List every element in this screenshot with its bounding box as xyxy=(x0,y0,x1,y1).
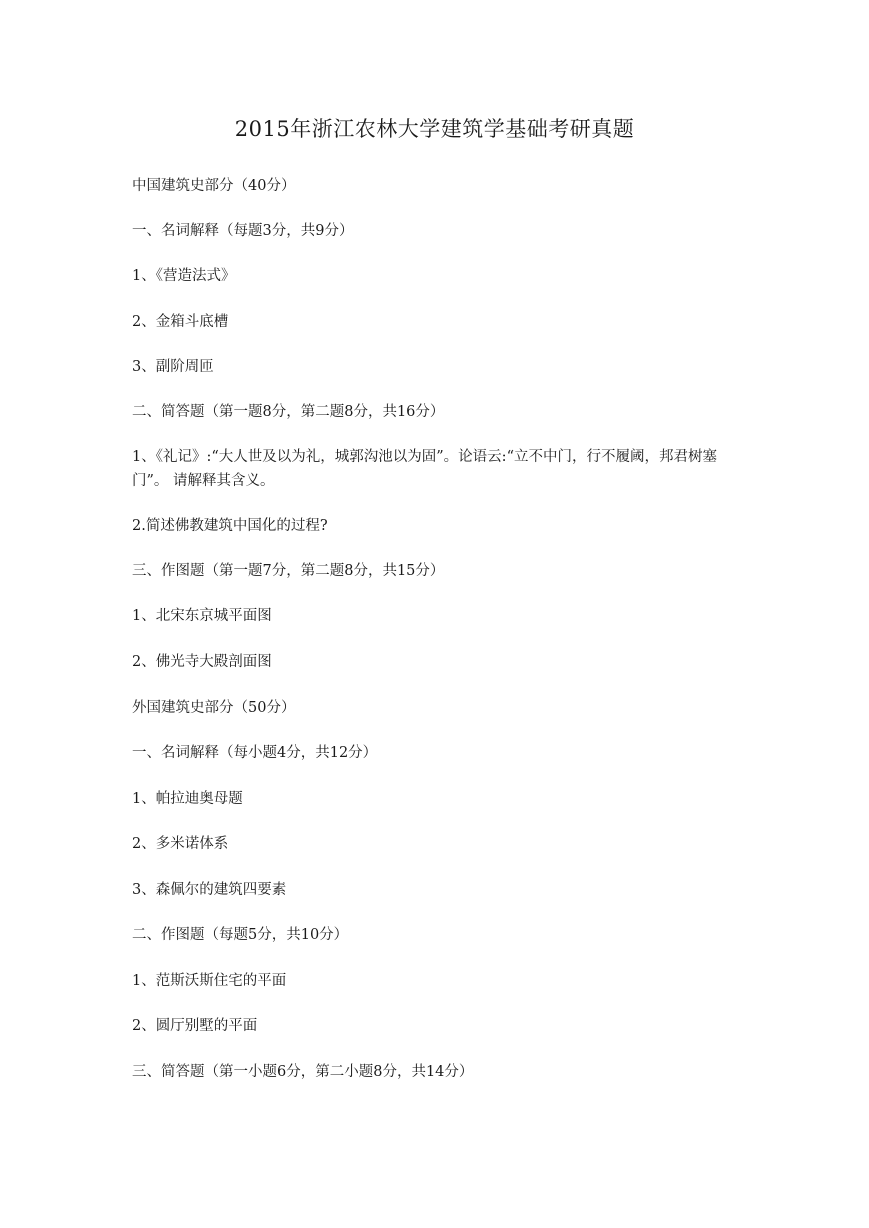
question-item: 2.简述佛教建筑中国化的过程? xyxy=(132,518,328,534)
question-heading: 三、作图题（第一题7分，第二题8分，共15分） xyxy=(132,563,445,579)
section-heading-chinese-history: 中国建筑史部分（40分） xyxy=(132,178,296,194)
question-item: 2、圆厅别墅的平面 xyxy=(132,1018,258,1034)
question-heading: 三、简答题（第一小题6分，第二小题8分，共14分） xyxy=(132,1064,474,1080)
question-item: 1、范斯沃斯住宅的平面 xyxy=(132,973,287,989)
document-title: 2015年浙江农林大学建筑学基础考研真题 xyxy=(234,117,635,141)
question-item: 1、《营造法式》 xyxy=(132,268,236,284)
question-item: 2、金箱斗底槽 xyxy=(132,314,229,330)
section-heading-foreign-history: 外国建筑史部分（50分） xyxy=(132,700,296,716)
question-item: 2、佛光寺大殿剖面图 xyxy=(132,654,272,670)
question-item: 2、多米诺体系 xyxy=(132,836,229,852)
question-item: 3、森佩尔的建筑四要素 xyxy=(132,882,287,898)
question-heading: 二、作图题（每题5分，共10分） xyxy=(132,927,349,943)
question-heading: 一、名词解释（每小题4分，共12分） xyxy=(132,745,378,761)
question-item: 1、帕拉迪奥母题 xyxy=(132,791,243,807)
question-item: 1、北宋东京城平面图 xyxy=(132,608,272,624)
question-item: 3、副阶周匝 xyxy=(132,359,214,375)
question-heading: 二、简答题（第一题8分，第二题8分，共16分） xyxy=(132,404,445,420)
question-heading: 一、名词解释（每题3分，共9分） xyxy=(132,223,354,239)
question-item: 1、《礼记》:“大人世及以为礼，城郭沟池以为固”。论语云:“立不中门，行不履阈，邦君树塞门”。 请解释其含义。 xyxy=(132,449,717,489)
